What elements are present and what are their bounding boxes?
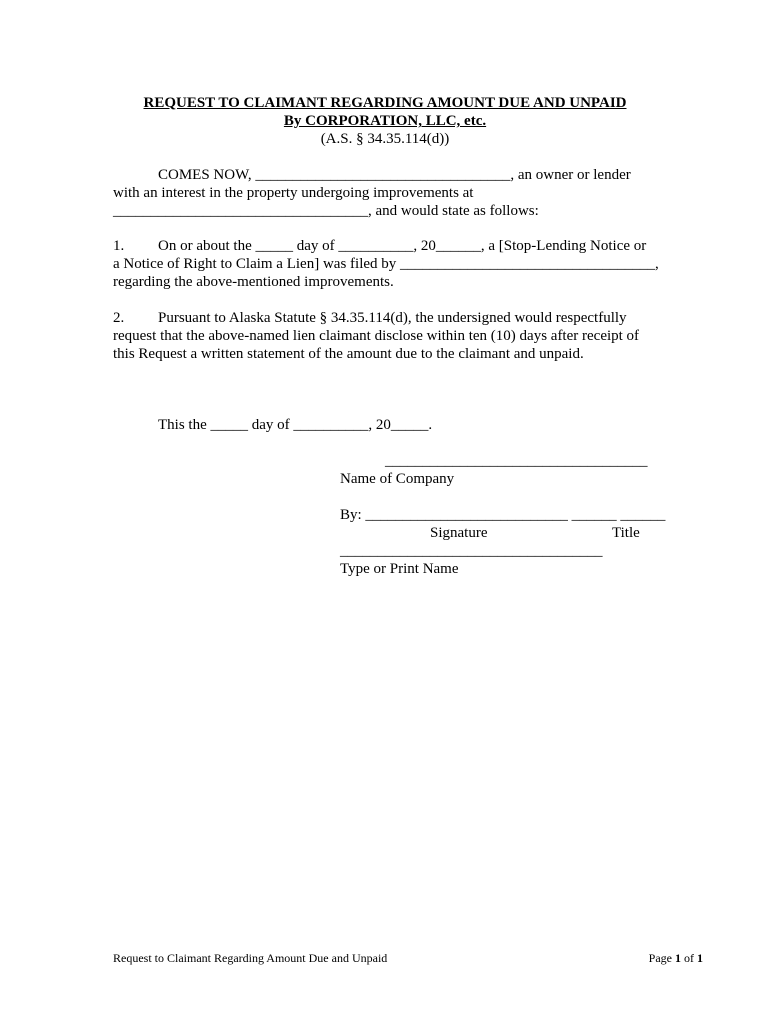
- para1-number: 1.: [113, 238, 125, 254]
- print-name-line: ___________________________________: [340, 543, 603, 559]
- title-label: Title: [612, 525, 640, 541]
- intro-line-2: with an interest in the property undergoing improvements at: [113, 185, 474, 201]
- page-prefix: Page: [648, 951, 675, 965]
- para2-line-2: request that the above-named lien claimant disclose within ten (10) days after receipt of: [113, 328, 640, 344]
- para1-line-3: regarding the above-mentioned improvements.: [113, 274, 394, 290]
- company-label: Name of Company: [340, 471, 455, 487]
- company-signature-line: ___________________________________: [385, 453, 648, 469]
- para2-line-1: Pursuant to Alaska Statute § 34.35.114(d), the undersigned would respectfully: [158, 310, 627, 326]
- para1-line-1: On or about the _____ day of __________, 20______, a [Stop-Lending Notice or: [158, 238, 647, 254]
- intro-line-3: __________________________________, and would state as follows:: [113, 203, 539, 219]
- statute-reference: (A.S. § 34.35.114(d)): [320, 131, 450, 147]
- para2-line-3: this Request a written statement of the amount due to the claimant and unpaid.: [113, 346, 584, 362]
- page-total: 1: [697, 951, 703, 965]
- intro-line-1: COMES NOW, __________________________________, an owner or lender: [158, 167, 631, 183]
- page-of: of: [681, 951, 697, 965]
- footer-document-title: Request to Claimant Regarding Amount Due and Unpaid: [113, 951, 388, 965]
- by-signature-line: By: ___________________________ ______ ______: [340, 507, 666, 523]
- page-current: 1: [675, 951, 681, 965]
- document-title: REQUEST TO CLAIMANT REGARDING AMOUNT DUE AND UNPAID: [143, 95, 627, 111]
- document-subtitle: By CORPORATION, LLC, etc.: [283, 113, 487, 129]
- para1-line-2: a Notice of Right to Claim a Lien] was filed by __________________________________,: [113, 256, 659, 272]
- para2-number: 2.: [113, 310, 125, 326]
- signature-label: Signature: [430, 525, 488, 541]
- date-line: This the _____ day of __________, 20_____.: [158, 417, 433, 433]
- print-name-label: Type or Print Name: [340, 561, 459, 577]
- footer-page-number: [649, 949, 703, 967]
